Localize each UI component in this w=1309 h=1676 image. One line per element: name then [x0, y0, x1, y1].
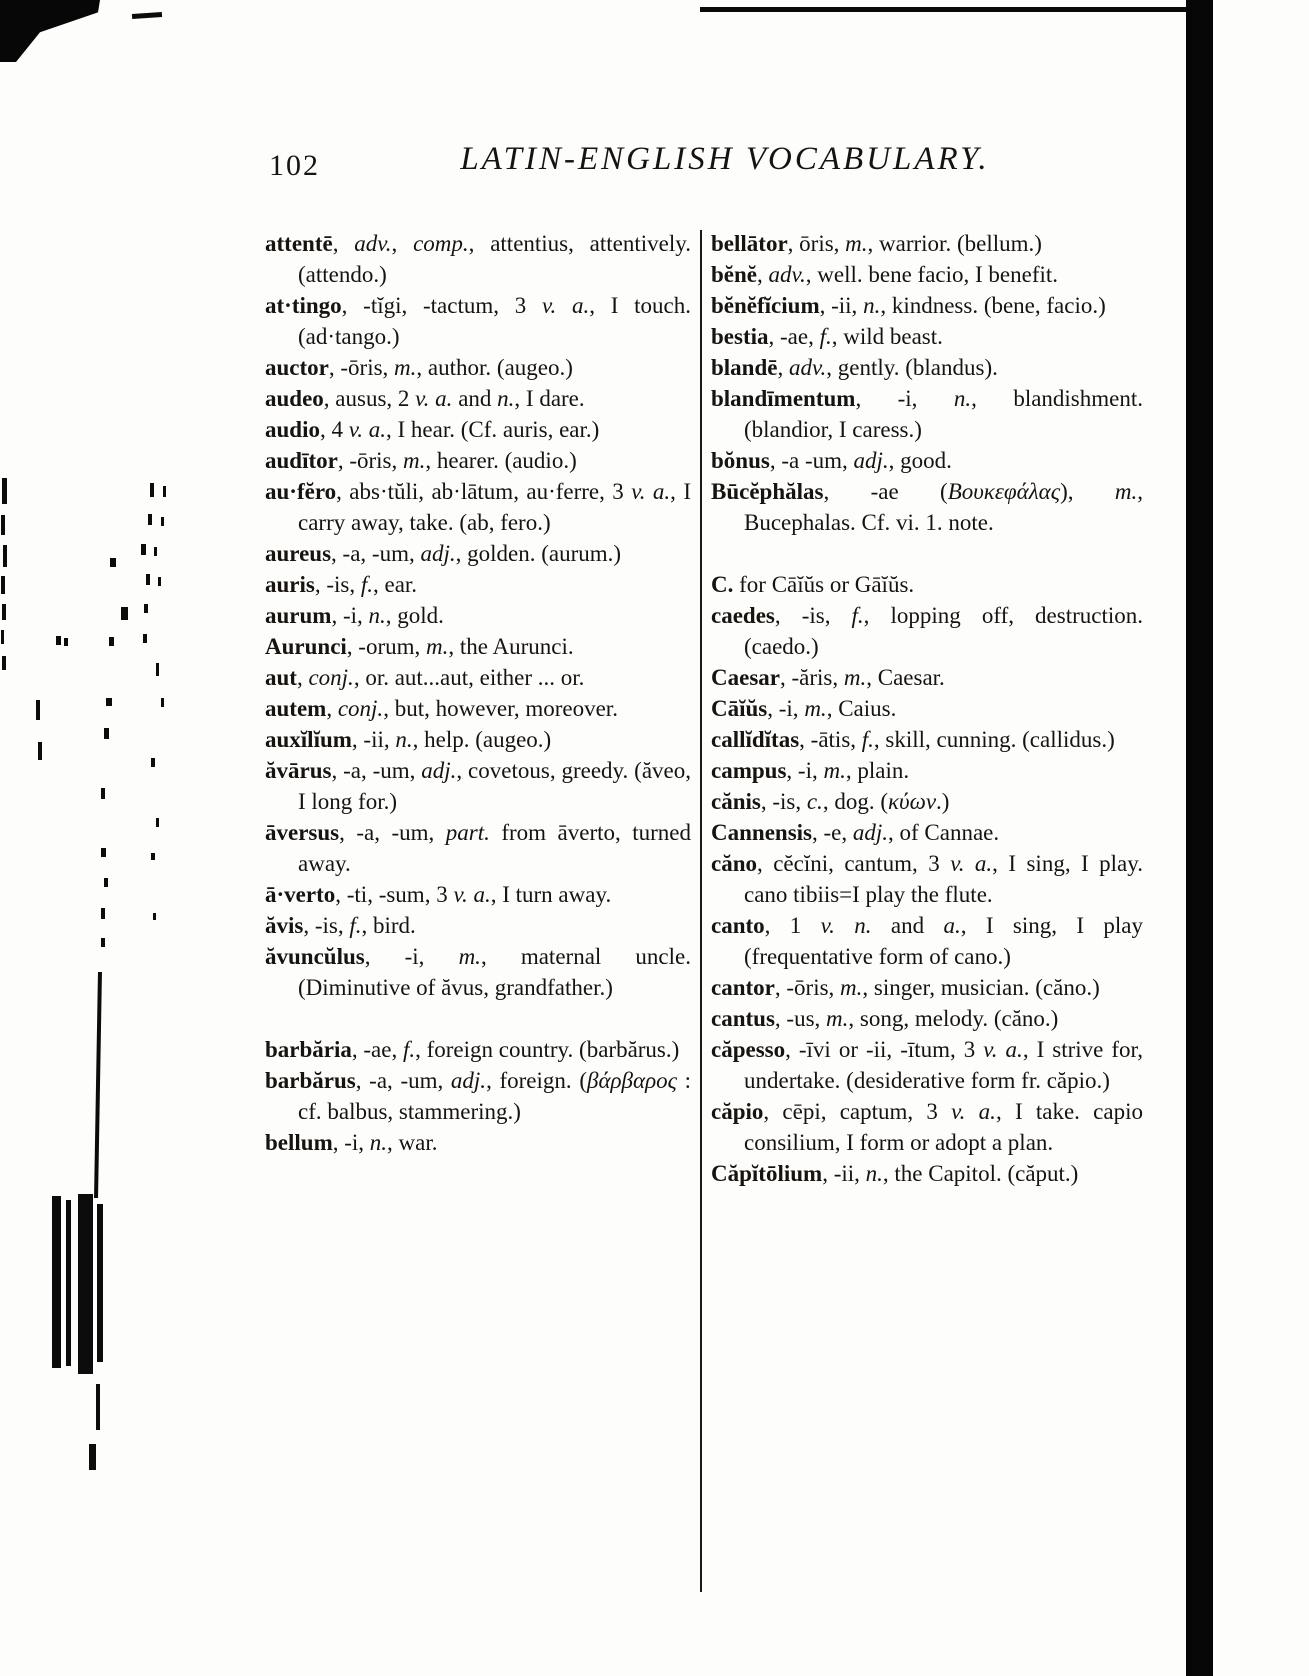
scan-speck: [151, 853, 155, 860]
entry-capitolium: Căpĭtōlium, -ii, n., the Capitol. (căput.): [711, 1161, 1079, 1186]
entry-auxilium: auxĭlĭum, -ii, n., help. (augeo.): [265, 727, 552, 752]
scan-speck: [101, 788, 105, 799]
entry-caesar: Caesar, -ăris, m., Caesar.: [711, 665, 945, 690]
scan-speck: [96, 1384, 100, 1430]
scan-speck: [121, 607, 128, 620]
entry-cantus: cantus, -us, m., song, melody. (căno.): [711, 1006, 1059, 1031]
entry-canto: canto, 1 v. n. and a., I sing, I play (frequentative form of cano.): [711, 913, 1143, 969]
entry-calliditas: callĭdĭtas, -ātis, f., skill, cunning. (callidus.): [711, 727, 1115, 752]
entry-cantor: cantor, -ōris, m., singer, musician. (căno.): [711, 975, 1100, 1000]
entry-blandimentum: blandīmentum, -i, n., blandishment. (blandior, I caress.): [711, 386, 1143, 442]
entry-cano: căno, cĕcĭni, cantum, 3 v. a., I sing, I play. cano tibiis=I play the flute.: [711, 851, 1143, 907]
entry-avarus: ăvārus, -a, -um, adj., covetous, greedy. (ăveo, I long for.): [265, 758, 691, 814]
scan-speck: [1, 630, 4, 644]
entry-averto: ā·verto, -ti, -sum, 3 v. a., I turn away.: [265, 882, 612, 907]
scan-speck: [161, 517, 164, 526]
page-header-title: LATIN-ENGLISH VOCABULARY.: [460, 141, 990, 177]
entry-cannensis: Cannensis, -e, adj., of Cannae.: [711, 820, 1000, 845]
scan-speck: [36, 700, 40, 720]
scan-speck: [141, 544, 146, 555]
entry-aut: aut, conj., or. aut...aut, either ... or.: [265, 665, 585, 690]
scan-speck: [110, 558, 116, 567]
entry-bestia: bestia, -ae, f., wild beast.: [711, 324, 943, 349]
entry-avunculus: ăvuncŭlus, -i, m., maternal uncle. (Diminutive of ăvus, grandfather.): [265, 944, 691, 1000]
right-edge-scan-bar: [1186, 0, 1213, 1676]
scan-speck: [1, 515, 5, 535]
entry-barbaria: barbăria, -ae, f., foreign country. (barbărus.): [265, 1037, 680, 1062]
entry-attente: attentē, adv., comp., attentius, attentively. (attendo.): [265, 231, 692, 287]
binding-shadow: [52, 1196, 61, 1368]
scan-speck: [154, 547, 157, 556]
binding-shadow: [66, 1200, 71, 1366]
entry-caius: Cāĭŭs, -i, m., Caius.: [711, 696, 897, 721]
entry-capio: căpio, cēpi, captum, 3 v. a., I take. capio consilium, I form or adopt a plan.: [711, 1099, 1143, 1155]
scan-speck: [101, 848, 106, 857]
binding-shadow: [97, 1204, 103, 1362]
scan-speck: [3, 545, 7, 567]
scan-speck: [151, 758, 155, 767]
scan-speck: [132, 12, 162, 19]
scan-speck: [64, 638, 68, 646]
entry-bucephalas: Būcĕphălas, -ae (Βουκεφάλας), m., Bucephalas. Cf. vi. 1. note.: [711, 479, 1143, 535]
entry-bellum: bellum, -i, n., war.: [265, 1130, 438, 1155]
scan-speck: [1, 576, 5, 594]
entry-aurunci: Aurunci, -orum, m., the Aurunci.: [265, 634, 574, 659]
top-edge-rule: [700, 7, 1192, 12]
left-column: [265, 228, 691, 1158]
entry-auctor: auctor, -ōris, m., author. (augeo.): [265, 355, 573, 380]
scan-line: [94, 972, 102, 1198]
scan-speck: [2, 656, 6, 670]
column-divider: [700, 230, 702, 1592]
entry-attingo: at·tingo, -tĭgi, -tactum, 3 v. a., I touch. (ad·tango.): [265, 293, 691, 349]
entry-aversus: āversus, -a, -um, part. from āverto, turned away.: [265, 820, 692, 876]
scan-speck: [56, 636, 61, 645]
scan-speck: [104, 728, 109, 739]
entry-audeo: audeo, ausus, 2 v. a. and n., I dare.: [265, 386, 585, 411]
binding-shadow: [78, 1194, 93, 1374]
entry-campus: campus, -i, m., plain.: [711, 758, 910, 783]
entry-canis: cănis, -is, c., dog. (κύων.): [711, 789, 950, 814]
entry-barbarus: barbărus, -a, -um, adj., foreign. (βάρβαρος : cf. balbus, stammering.): [265, 1068, 692, 1124]
scan-speck: [2, 478, 7, 504]
scan-speck: [144, 604, 148, 613]
scan-speck: [143, 634, 147, 643]
page-number: 102: [269, 149, 320, 182]
scan-speck: [101, 938, 105, 947]
scan-speck: [2, 604, 6, 620]
entry-avis: ăvis, -is, f., bird.: [265, 913, 416, 938]
scan-speck: [163, 486, 166, 497]
scan-speck: [89, 1444, 96, 1470]
vocabulary-body: [265, 228, 1149, 1598]
entry-capesso: căpesso, -īvi or -ii, -ītum, 3 v. a., I strive for, undertake. (desiderative form fr. căpio.): [711, 1037, 1143, 1093]
entry-aurum: aurum, -i, n., gold.: [265, 603, 444, 628]
scan-speck: [109, 637, 114, 646]
entry-auris: auris, -is, f., ear.: [265, 572, 418, 597]
entry-bonus: bŏnus, -a -um, adj., good.: [711, 448, 952, 473]
scan-speck: [104, 878, 108, 887]
entry-blande: blandē, adv., gently. (blandus).: [711, 355, 998, 380]
corner-smudge: [0, 0, 100, 62]
scan-speck: [146, 574, 150, 585]
entry-bellator: bellātor, ōris, m., warrior. (bellum.): [711, 231, 1042, 256]
entry-autem: autem, conj., but, however, moreover.: [265, 696, 618, 721]
entry-caedes: caedes, -is, f., lopping off, destruction. (caedo.): [711, 603, 1143, 659]
page-header: [265, 141, 1145, 189]
scan-speck: [158, 577, 161, 586]
scan-speck: [106, 698, 112, 706]
scan-speck: [156, 663, 159, 676]
scan-speck: [153, 913, 156, 920]
entry-auditor: audītor, -ōris, m., hearer. (audio.): [265, 448, 577, 473]
scan-speck: [156, 818, 159, 827]
right-column: [711, 228, 1143, 1189]
entry-aureus: aureus, -a, -um, adj., golden. (aurum.): [265, 541, 622, 566]
scan-speck: [38, 742, 42, 760]
entry-beneficium: bĕnĕfĭcium, -ii, n., kindness. (bene, facio.): [711, 293, 1106, 318]
scan-speck: [161, 698, 164, 707]
scan-speck: [148, 514, 152, 525]
entry-audio: audio, 4 v. a., I hear. (Cf. auris, ear.): [265, 417, 600, 442]
scan-speck: [150, 483, 154, 497]
entry-aufero: au·fĕro, abs·tŭli, ab·lātum, au·ferre, 3 v. a., I carry away, take. (ab, fero.): [265, 479, 691, 535]
entry-c: C. for Cāĭŭs or Gāĭŭs.: [711, 572, 915, 597]
scan-speck: [101, 908, 105, 919]
entry-bene: bĕnĕ, adv., well. bene facio, I benefit.: [711, 262, 1059, 287]
